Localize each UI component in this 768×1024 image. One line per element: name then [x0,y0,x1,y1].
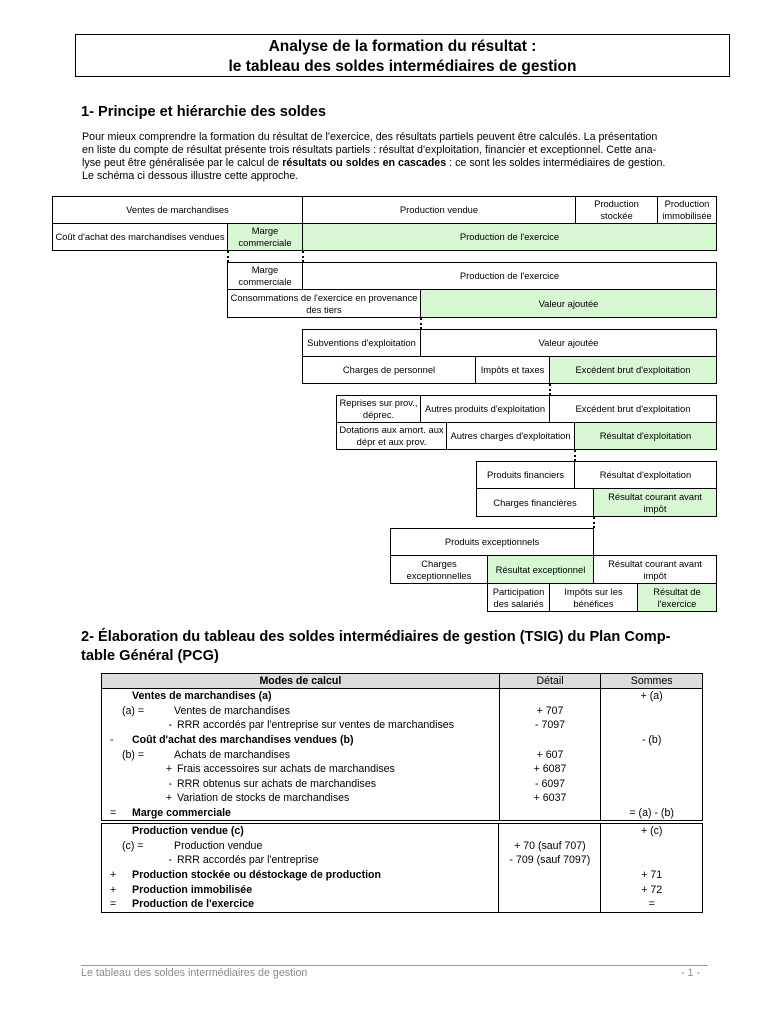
connector-1b [302,251,304,262]
para-line-3 [82,157,722,170]
header-modes-calcul: Modes de calcul [102,674,500,689]
detail-cell [499,824,601,839]
box-resultat-exploitation: Résultat d'exploitation [574,422,717,450]
row-sign: (c) = [122,839,144,852]
row-label: Frais accessoires sur achats de marchandises [177,763,395,776]
footer-page-number: - 1 - [681,967,701,979]
mode-cell [102,882,499,897]
box-production-exercice-2: Production de l'exercice [302,262,717,290]
connector-4 [574,450,576,461]
row-sign: + [165,763,172,776]
tsig-table-block2 [101,823,703,913]
box-resultat-courant-2: Résultat courant avant impôt [593,555,717,584]
section1-heading: 1- Principe et hiérarchie des soldes [81,104,326,120]
detail-cell: + 707 [499,704,601,719]
box-production-exercice: Production de l'exercice [302,223,717,251]
title-box [75,34,730,77]
table-row [102,791,703,806]
para-line-1: Pour mieux comprendre la formation du résultat de l'exercice, des résultats partiels peuvent être calculés. La présentation [82,131,658,143]
connector-5 [593,517,595,528]
box-produits-exceptionnels: Produits exceptionnels [390,528,594,556]
header-sommes: Sommes [601,674,703,689]
mode-cell [102,704,500,719]
table-row [102,689,703,704]
table-row [102,747,703,762]
box-reprises: Reprises sur prov., déprec. [336,395,421,423]
tsig-block2-body [102,824,703,913]
row-label: Production vendue [174,839,263,852]
para-line-3-end: : ce sont les soldes intermédiaires de gestion. [446,157,666,169]
table-row [102,868,703,883]
row-sign: = [110,898,117,911]
detail-cell: - 709 (sauf 7097) [499,853,601,868]
connector-3 [549,384,551,395]
sum-cell: + (a) [640,690,663,703]
mode-cell [102,777,500,792]
section2-heading [81,628,721,666]
table-row [102,824,703,839]
box-cout-achat: Coût d'achat des marchandises vendues [52,223,228,251]
sum-cell [601,704,703,719]
header-detail: Détail [499,674,601,689]
sum-cell: + 72 [641,883,663,896]
mode-cell [102,897,499,912]
mode-cell [102,791,500,806]
box-marge-commerciale-2: Marge commerciale [227,262,303,290]
row-sign: (a) = [122,704,145,717]
box-charges-personnel: Charges de personnel [302,356,476,384]
mode-cell [102,762,500,777]
box-participation: Participation des salariés [487,583,550,612]
row-label: RRR obtenus sur achats de marchandises [177,777,377,790]
row-sign: + [110,883,117,896]
section2-heading-line-1: 2- Élaboration du tableau des soldes intermédiaires de gestion (TSIG) du Plan Comp- [81,629,671,645]
row-label: Coût d'achat des marchandises vendues (b) [132,734,354,747]
box-dotations: Dotations aux amort. aux dépr et aux prov. [336,422,447,450]
table-row [102,897,703,912]
sum-cell: + 71 [641,869,663,882]
mode-cell [102,839,499,854]
row-sign: + [165,792,172,805]
mode-cell [102,689,500,704]
row-sign: + [110,869,117,882]
mode-cell [102,718,500,733]
box-ebe-2: Excédent brut d'exploitation [549,395,717,423]
row-label: RRR accordés par l'entreprise sur ventes de marchandises [177,719,454,732]
detail-cell [499,868,601,883]
row-sign: - [168,854,172,867]
box-autres-produits: Autres produits d'exploitation [420,395,550,423]
box-produits-financiers: Produits financiers [476,461,575,489]
mode-cell [102,806,500,821]
box-resultat-exceptionnel: Résultat exceptionnel [487,555,594,584]
table-row [102,733,703,748]
box-resultat-exploitation-2: Résultat d'exploitation [574,461,717,489]
sum-cell [601,853,703,868]
para-line-3-start: lyse peut être généralisée par le calcul de [82,157,283,169]
detail-cell: + 6087 [499,762,601,777]
sum-cell [601,839,703,854]
sum-cell: = [648,898,655,911]
table-row [102,839,703,854]
sum-cell [601,791,703,806]
row-label: Marge commerciale [132,807,231,820]
sum-cell [601,718,703,733]
detail-cell: - 6097 [499,777,601,792]
row-sign: (b) = [122,748,145,761]
connector-1a [227,251,229,262]
table-row [102,718,703,733]
detail-cell [499,882,601,897]
table-row [102,777,703,792]
detail-cell [499,689,601,704]
row-label: Achats de marchandises [174,748,291,761]
row-sign: - [110,734,114,747]
para-line-3-bold: résultats ou soldes en cascades [282,157,447,169]
row-label: RRR accordés par l'entreprise [177,854,319,867]
box-resultat-exercice: Résultat de l'exercice [637,583,717,612]
table-row [102,704,703,719]
box-valeur-ajoutee-2: Valeur ajoutée [420,329,717,357]
detail-cell: + 607 [499,747,601,762]
mode-cell [102,868,499,883]
box-charges-exceptionnelles: Charges exceptionnelles [390,555,488,584]
sum-cell [601,762,703,777]
table-row [102,806,703,821]
box-resultat-courant: Résultat courant avant impôt [593,488,717,517]
box-production-vendue: Production vendue [302,196,576,224]
box-consommations: Consommations de l'exercice en provenance des tiers [227,289,421,318]
box-production-stockee: Production stockée [575,196,658,224]
detail-cell [499,897,601,912]
box-autres-charges: Autres charges d'exploitation [446,422,575,450]
row-label: Production immobilisée [132,883,253,896]
mode-cell [102,824,499,839]
sum-cell [601,777,703,792]
section1-paragraph [82,131,722,183]
sum-cell [601,747,703,762]
sum-cell: = (a) - (b) [629,807,674,820]
connector-2 [420,318,422,329]
table-row [102,853,703,868]
tsig-block1-body [102,689,703,821]
row-label: Production de l'exercice [132,898,255,911]
para-line-4: Le schéma ci dessous illustre cette approche. [82,170,299,182]
mode-cell [102,747,500,762]
tsig-table-block1 [101,673,703,821]
sum-cell: - (b) [641,734,662,747]
row-label: Ventes de marchandises (a) [132,690,272,703]
section2-heading-line-2: table Général (PCG) [81,648,219,664]
row-label: Production vendue (c) [132,825,244,838]
detail-cell: + 70 (sauf 707) [499,839,601,854]
row-sign: - [168,777,172,790]
mode-cell [102,733,500,748]
box-subventions: Subventions d'exploitation [302,329,421,357]
box-production-immobilisee: Production immobilisée [657,196,717,224]
box-valeur-ajoutee: Valeur ajoutée [420,289,717,318]
title-line-2: le tableau des soldes intermédiaires de gestion [228,58,577,75]
para-line-2: en liste du compte de résultat présente trois résultats partiels : résultat d'exploitation, financier et exceptionnel. Cette ana- [82,144,657,156]
box-impots-benefices: Impôts sur les bénéfices [549,583,638,612]
detail-cell [499,733,601,748]
detail-cell: + 6037 [499,791,601,806]
title-line-1: Analyse de la formation du résultat : [268,38,537,55]
table-row [102,882,703,897]
footer-divider [81,965,708,966]
row-label: Ventes de marchandises [174,704,291,717]
detail-cell: - 7097 [499,718,601,733]
row-label: Variation de stocks de marchandises [177,792,350,805]
detail-cell [499,806,601,821]
box-charges-financieres: Charges financières [476,488,594,517]
mode-cell [102,853,499,868]
box-impots-taxes: Impôts et taxes [475,356,550,384]
sum-cell: + (c) [640,825,663,838]
row-sign: = [110,807,117,820]
box-marge-commerciale: Marge commerciale [227,223,303,251]
box-ebe: Excédent brut d'exploitation [549,356,717,384]
table-row [102,762,703,777]
row-label: Production stockée ou déstockage de production [132,869,381,882]
row-sign: - [168,719,172,732]
footer-title: Le tableau des soldes intermédiaires de gestion [81,967,308,979]
box-ventes-marchandises: Ventes de marchandises [52,196,303,224]
